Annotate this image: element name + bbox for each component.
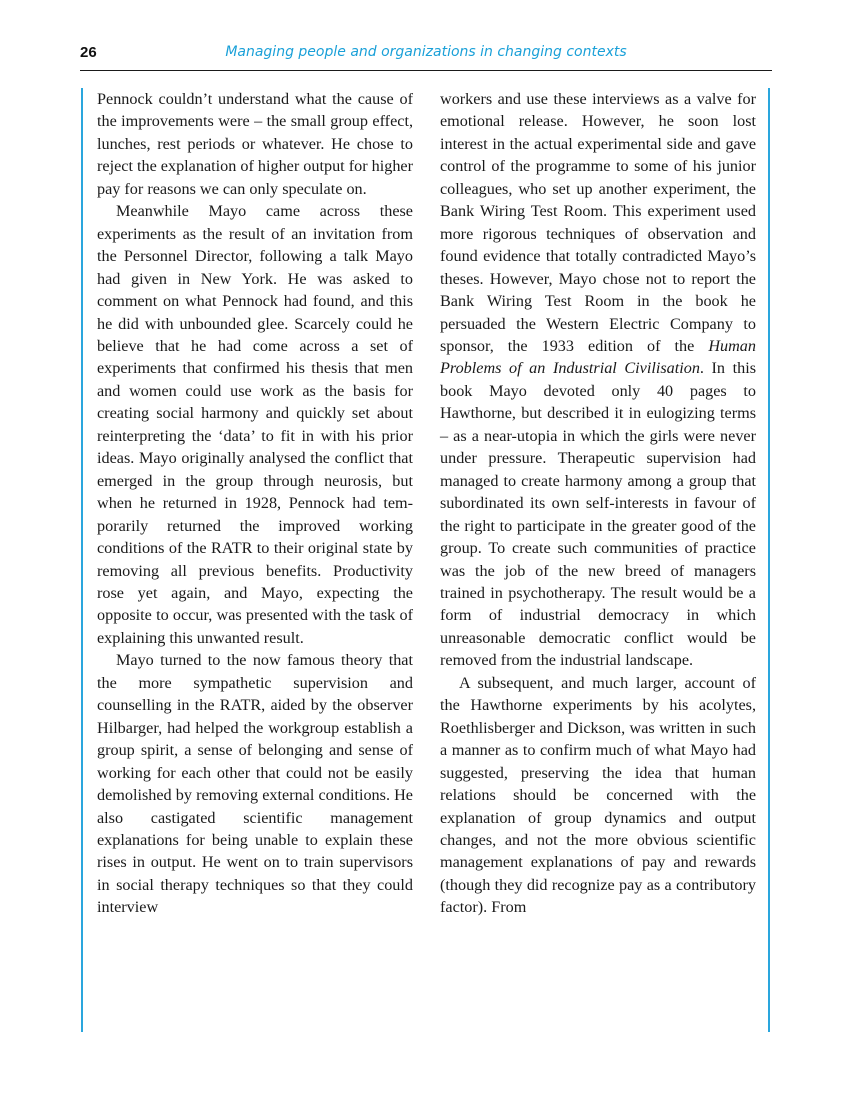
right-column	[440, 88, 756, 919]
right-margin-rule	[768, 88, 770, 1032]
paragraph-text: workers and use these interviews as a valve for emotional release. However, he soon lost interest in the actual experimental side and gave control of the programme to some of his junior colleagues, who set up another experiment, the Bank Wiring Test Room. This experiment used more rigorous techniques of observation and found evidence that totally contradicted Mayo’s theses. However, Mayo chose not to report the Bank Wiring Test Room in the book he persuaded the Western Electric Company to sponsor, the 1933 edition of the	[440, 90, 756, 355]
page-number: 26	[80, 44, 97, 61]
paragraph: Pennock couldn’t understand what the cause of the improvements were – the small group effect, lunches, rest periods or whatever. He chose to reject the explanation of higher output for higher pay for reasons we can only speculate on.	[97, 90, 413, 198]
paragraph: Mayo turned to the now famous theory that the more sympathetic supervision and counselling in the RATR, aided by the observer Hilbarger, had helped the workgroup establish a group spirit, a sense of belonging and sense of working for each other that could not be easily demolished by removing external conditions. He also castigated scientific management explanations for being unable to explain these rises in output. He went on to train supervisors in social therapy techniques so that they could interview	[97, 651, 413, 917]
paragraph-text: . In this book Mayo devoted only 40 pages to Hawthorne, but described it in eulogizing terms – as a near-utopia in which the girls were never under pressure. Therapeutic supervision had managed to create harmony among a group that subordinated its own self-interests in favour of the right to participate in the greater good of the group. To create such communities of practice was the job of the new breed of managers trained in psychotherapy. The result would be a form of industrial democracy in which unreasonable democratic conflict would be removed from the industrial landscape.	[440, 359, 756, 670]
paragraph: Meanwhile Mayo came across these experiments as the result of an invitation from the Personnel Director, following a talk Mayo had given in New York. He was asked to comment on what Pennock had found, and this he did with unbounded glee. Scarcely could he believe that he had come across a set of experiments that confirmed his thesis that men and women could use work as the basis for creating social harmony and quickly set about reinterpreting the ‘data’ to fit in with his prior ideas. Mayo originally analysed the conflict that emerged in the group through neurosis, but when he returned in 1928, Pennock had temporarily returned the improved working conditions of the RATR to their original state by removing all previous benefits. Productivity rose yet again, and Mayo, expecting the opposite to occur, was presented with the task of explaining this unwanted result.	[97, 202, 413, 647]
left-margin-rule	[81, 88, 83, 1032]
paragraph: A subsequent, and much larger, account of the Hawthorne experiments by his acolytes, Roethlisberger and Dickson, was written in such a manner as to confirm much of what Mayo had suggested, preserving the idea that human relations should be concerned with the explanation of group dynamics and output changes, and not the more obvious scientific management explanations of pay and rewards (though they did recognize pay as a contributory factor). From	[440, 673, 756, 917]
left-column	[97, 88, 413, 919]
paragraph	[440, 88, 756, 672]
book-title: Human Problems of an Industrial Civilisation	[440, 336, 756, 378]
page-header	[80, 40, 772, 71]
running-head: Managing people and organizations in changing contexts	[225, 44, 627, 60]
